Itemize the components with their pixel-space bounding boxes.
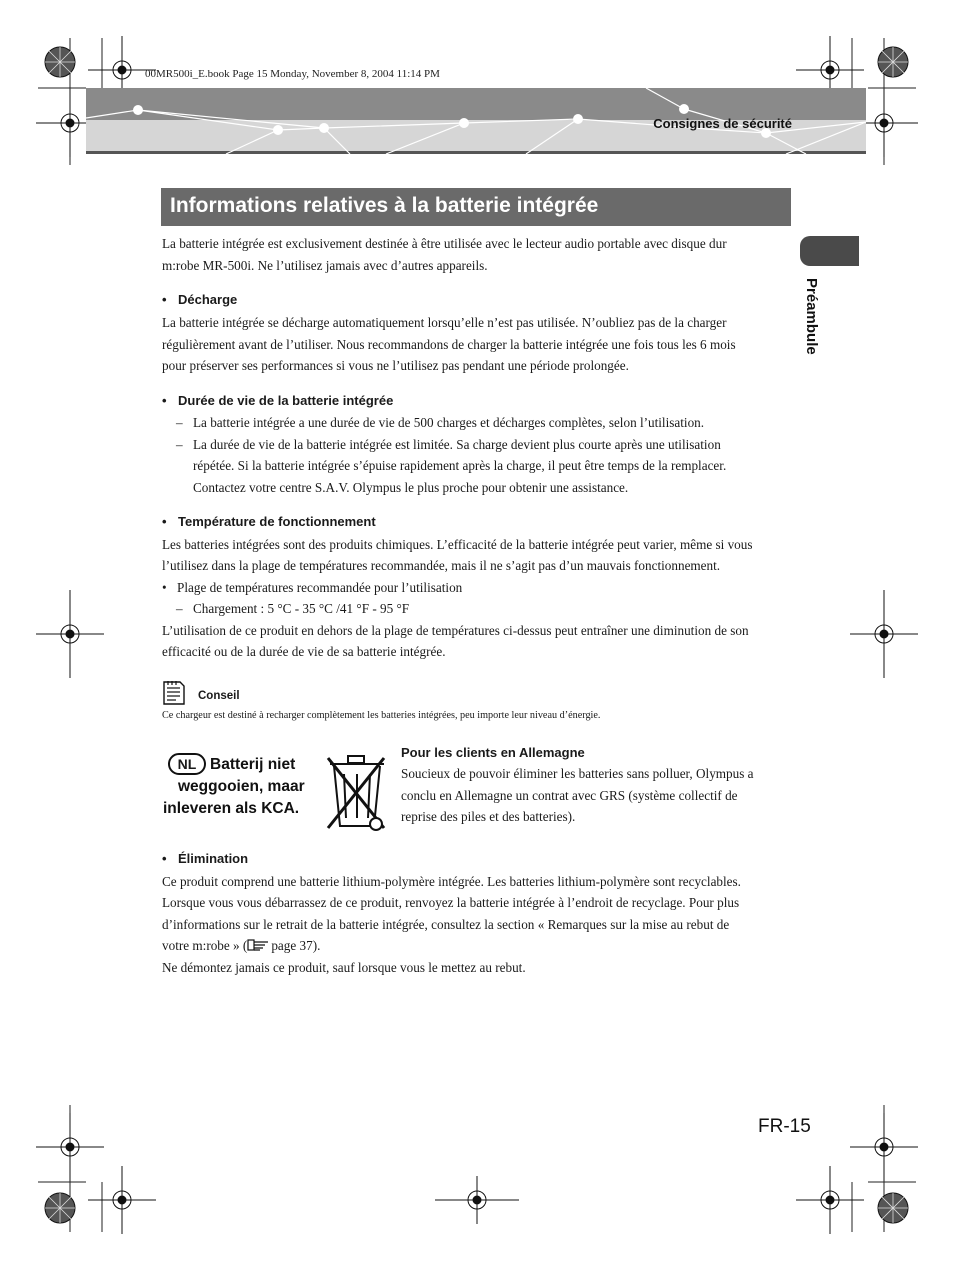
- duree-heading: • Durée de vie de la batterie intégrée: [162, 393, 394, 408]
- elimination-line-3: d’informations sur le retrait de la batterie intégrée, consultez la section « Remarques sur la mise au rebut de: [162, 917, 730, 932]
- germany-line-2: conclu en Allemagne un contrat avec GRS (système collectif de: [401, 788, 738, 803]
- temperature-after-2: efficacité ou de la durée de vie de sa batterie intégrée.: [162, 644, 446, 659]
- decharge-heading: • Décharge: [162, 292, 238, 307]
- side-tab-label: Préambule: [803, 278, 820, 355]
- page-number: FR-15: [758, 1116, 811, 1137]
- duree-item-2: – La durée de vie de la batterie intégrée est limitée. Sa charge devient plus courte après une utilisation: [176, 437, 721, 452]
- elimination-line-5: Ne démontez jamais ce produit, sauf lorsque vous le mettez au rebut.: [162, 960, 526, 975]
- elimination-heading: • Élimination: [162, 851, 249, 866]
- nl-line-1: Batterij niet: [210, 756, 296, 773]
- duree-item-1: – La batterie intégrée a une durée de vie de 500 charges et décharges complètes, selon l’utilisation.: [176, 415, 705, 430]
- elimination-line-2: Lorsque vous vous débarrassez de ce produit, renvoyez la batterie intégrée à l’endroit de recyclage. Pour plus: [162, 895, 740, 910]
- elimination-line-4: votre m:robe » ( page 37).: [162, 938, 321, 953]
- nl-line-2: weggooien, maar: [178, 778, 305, 795]
- elimination-line-1: Ce produit comprend une batterie lithium-polymère intégrée. Les batteries lithium-polymère sont recyclables.: [162, 874, 741, 889]
- intro-line-2: m:robe MR-500i. Ne l’utilisez jamais avec d’autres appareils.: [162, 258, 488, 273]
- crossed-bin-icon: [326, 752, 388, 834]
- temperature-line-2: l’utilisez dans la plage de températures recommandée, mais il ne s’agit pas d’un mauvais fonctionnement.: [162, 558, 721, 573]
- temperature-after-1: L’utilisation de ce produit en dehors de la plage de températures ci-dessus peut entraîner une diminution de son: [162, 623, 749, 638]
- header-title: Consignes de sécurité: [653, 116, 792, 131]
- nl-notice: [162, 752, 394, 834]
- nl-badge: NL: [168, 753, 206, 775]
- intro-line-1: La batterie intégrée est exclusivement destinée à être utilisée avec le lecteur audio portable avec disque dur: [162, 236, 727, 251]
- nl-line-3: inleveren als KCA.: [163, 800, 300, 817]
- germany-line-3: reprise des piles et des batteries).: [401, 809, 576, 824]
- decharge-line-2: régulièrement avant de l’utiliser. Nous recommandons de charger la batterie intégrée une fois tous les 6 mois: [162, 337, 736, 352]
- note-icon: [162, 681, 186, 705]
- temperature-sub-dash: – Chargement : 5 °C - 35 °C /41 °F - 95 °F: [176, 601, 410, 616]
- germany-heading: Pour les clients en Allemagne: [401, 745, 585, 760]
- duree-item-2-line-3: Contactez votre centre S.A.V. Olympus le plus proche pour obtenir une assistance.: [193, 480, 629, 495]
- file-info: 00MR500i_E.book Page 15 Monday, November 8, 2004 11:14 PM: [145, 68, 440, 80]
- temperature-line-1: Les batteries intégrées sont des produits chimiques. L’efficacité de la batterie intégrée peut varier, même si vous: [162, 537, 753, 552]
- tip-label: Conseil: [198, 690, 240, 702]
- side-tab: [800, 236, 859, 266]
- germany-line-1: Soucieux de pouvoir éliminer les batteries sans polluer, Olympus a: [401, 766, 754, 781]
- decharge-line-1: La batterie intégrée se décharge automatiquement lorsqu’elle n’est pas utilisée. N’oubliez pas de la charger: [162, 315, 727, 330]
- temperature-heading: • Température de fonctionnement: [162, 514, 376, 529]
- temperature-sub-bullet: • Plage de températures recommandée pour l’utilisation: [162, 580, 463, 595]
- tip-text: Ce chargeur est destiné à recharger complètement les batteries intégrées, peu importe leur niveau d’énergie.: [162, 710, 601, 721]
- duree-item-2-line-2: répétée. Si la batterie intégrée s’épuise rapidement après la charge, il peut être temps de la remplacer.: [193, 458, 727, 473]
- reference-hand-icon: [247, 938, 271, 952]
- section-title: Informations relatives à la batterie intégrée: [170, 194, 599, 217]
- decharge-line-3: pour préserver ses performances si vous ne l’utilisez pas pendant une période prolongée.: [162, 358, 629, 373]
